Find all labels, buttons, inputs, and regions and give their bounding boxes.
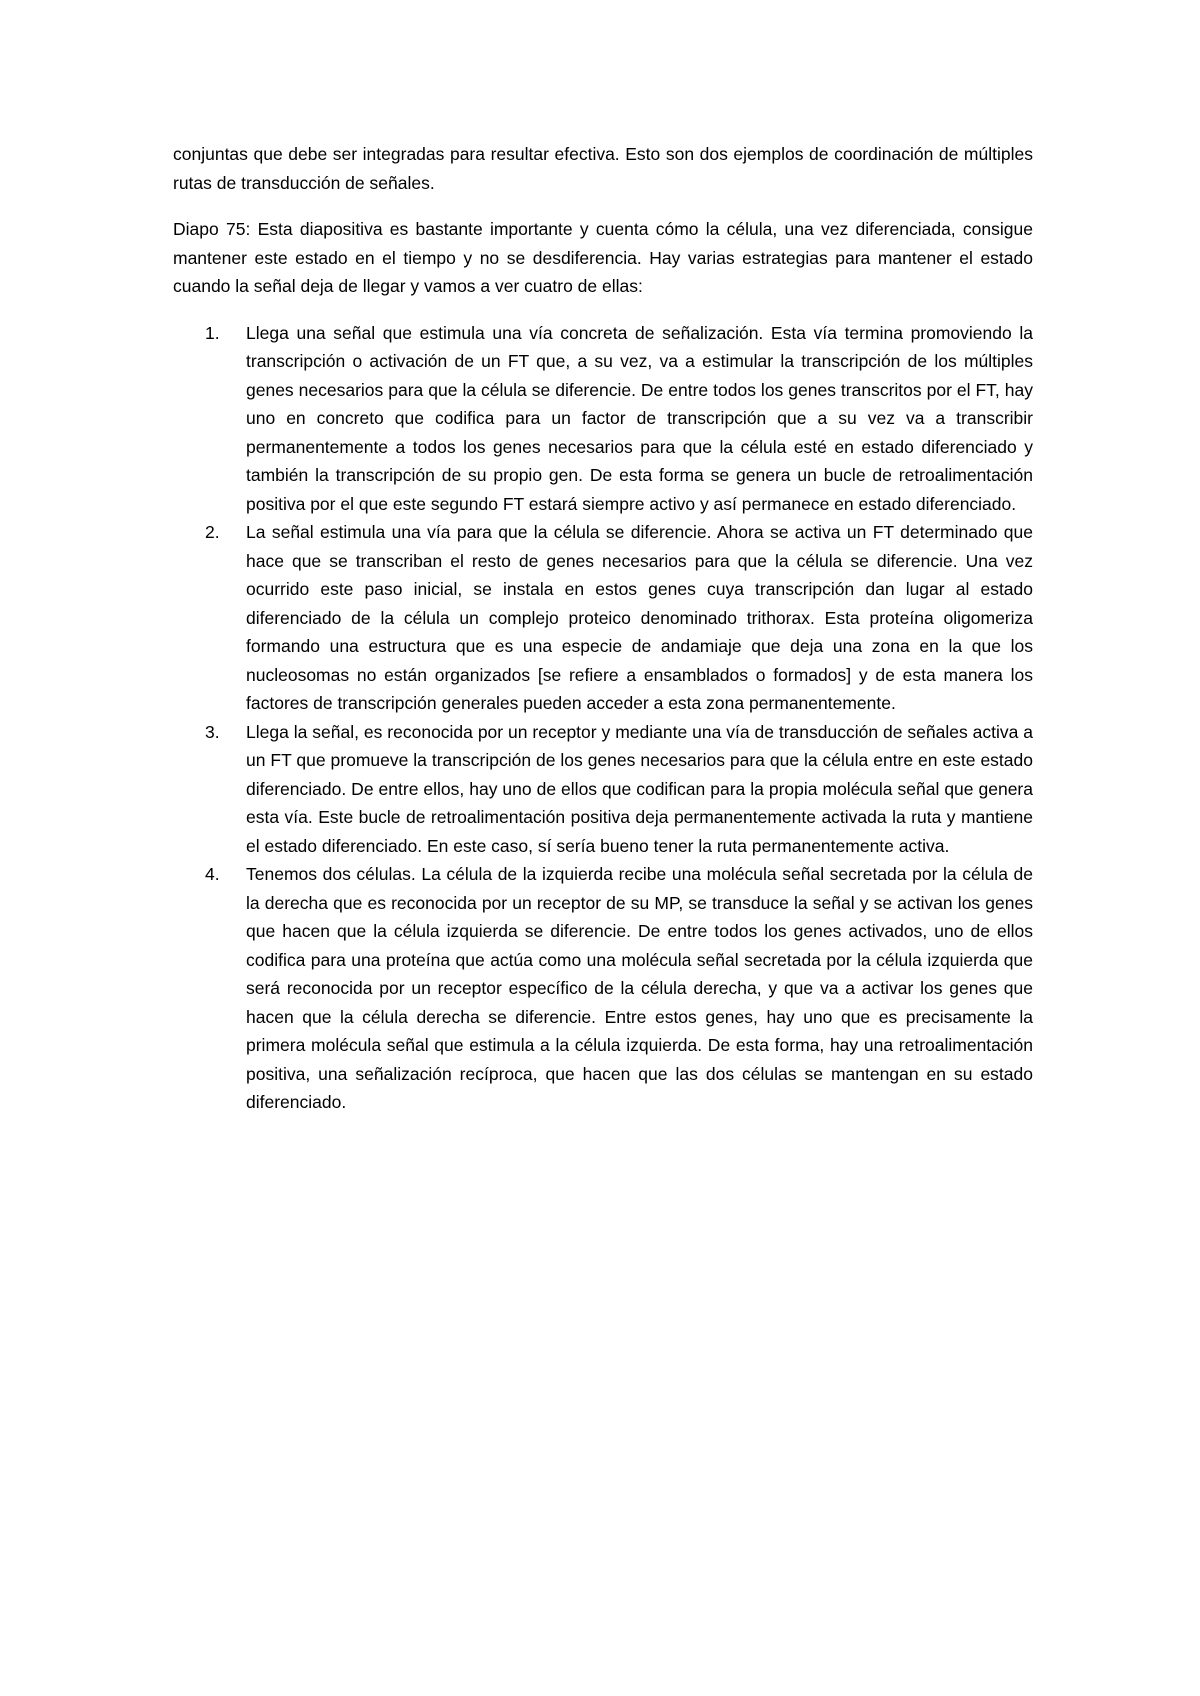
list-item-number: 3. [205, 721, 220, 742]
list-item-number: 4. [205, 864, 220, 884]
list-item-text: Llega la señal, es reconocida por un receptor y mediante una vía de transducción de señales activa a un FT que promueve la transcripción de los genes necesarios para que la célula entre en este estado diferenciado. De entre ellos, hay uno de ellos que codifican para la propia molécula señal que genera esta vía. Este bucle de retroalimentación positiva deja permanentemente activada la ruta y mantiene el estado diferenciado. En este caso, sí sería bueno tener la ruta permanentemente activa. [246, 721, 1033, 856]
intro-paragraph: conjuntas que debe ser integradas para resultar efectiva. Esto son dos ejemplos de coordinación de múltiples rutas de transducción de señales. [173, 144, 1033, 193]
list-item-text: Tenemos dos células. La célula de la izquierda recibe una molécula señal secretada por la célula de la derecha que es reconocida por un receptor de su MP, se transduce la señal y se activan los genes que hacen que la célula izquierda se diferencie. De entre todos los genes activados, uno de ellos codifica para una proteína que actúa como una molécula señal secretada por la célula izquierda que será reconocida por un receptor específico de la célula derecha, y que va a activar los genes que hacen que la célula derecha se diferencie. Entre estos genes, hay uno que es precisamente la primera molécula señal que estimula a la célula izquierda. De esta forma, hay una retroalimentación positiva, una señalización recíproca, que hacen que las dos células se mantengan en su estado diferenciado. [246, 864, 1033, 1112]
list-item-number: 1. [205, 322, 220, 343]
list-item [173, 718, 1033, 861]
document-body [173, 140, 1033, 1117]
list-item-text: La señal estimula una vía para que la célula se diferencie. Ahora se activa un FT determinado que hace que se transcriban el resto de genes necesarios para que la célula se diferencie. Una vez ocurrido este paso inicial, se instala en estos genes cuya transcripción dan lugar al estado diferenciado de la célula un complejo proteico denominado trithorax. Esta proteína oligomeriza formando una estructura que es una especie de andamiaje que deja una zona en la que los nucleosomas no están organizados [se refiere a ensamblados o formados] y de esta manera los factores de transcripción generales pueden acceder a esta zona permanentemente. [246, 522, 1033, 713]
list-item [173, 518, 1033, 718]
list-item-text: Llega una señal que estimula una vía concreta de señalización. Esta vía termina promoviendo la transcripción o activación de un FT que, a su vez, va a estimular la transcripción de los múltiples genes necesarios para que la célula se diferencie. De entre todos los genes transcritos por el FT, hay uno en concreto que codifica para un factor de transcripción que a su vez va a transcribir permanentemente a todos los genes necesarios para que la célula esté en estado diferenciado y también la transcripción de su propio gen. De esta forma se genera un bucle de retroalimentación positiva por el que este segundo FT estará siempre activo y así permanece en estado diferenciado. [246, 322, 1033, 514]
strategies-list [173, 319, 1033, 1117]
list-item-number: 2. [205, 522, 220, 542]
slide-75-paragraph: Diapo 75: Esta diapositiva es bastante importante y cuenta cómo la célula, una vez diferenciada, consigue mantener este estado en el tiempo y no se desdiferencia. Hay varias estrategias para mantener el estado cuando la señal deja de llegar y vamos a ver cuatro de ellas: [173, 219, 1033, 296]
list-item [173, 860, 1033, 1117]
list-item [173, 319, 1033, 519]
